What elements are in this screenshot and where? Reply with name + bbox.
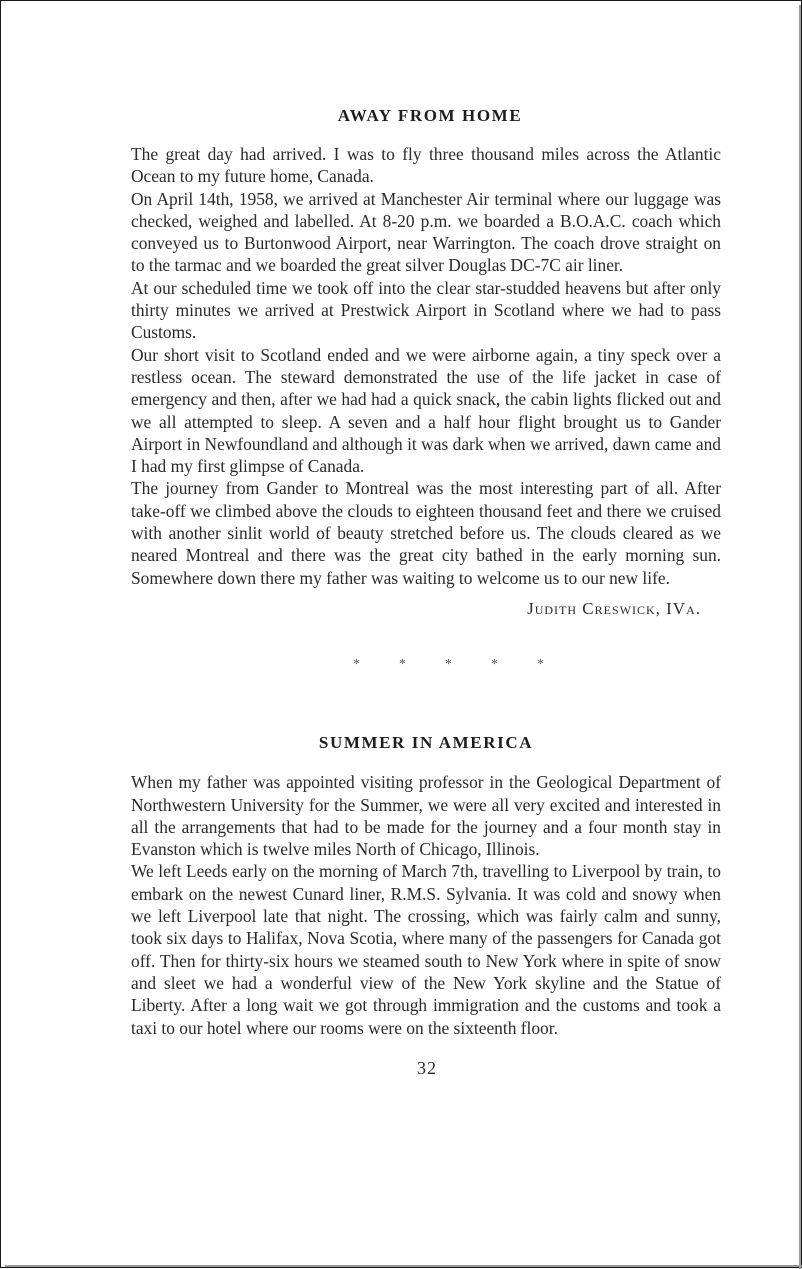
article-title-summer-in-america: SUMMER IN AMERICA xyxy=(318,733,534,753)
page-shadow-right xyxy=(799,5,801,1269)
article1-paragraph-4: Our short visit to Scotland ended and we were airborne again, a tiny speck over a restless ocean. The steward demonstrated the use of the life jacket in case of emergency and then, after we had had a quick snack, the cabin lights flicked out and we all attempted to sleep. A seven and a half hour flight brought us to Gander Airport in Newfoundland and although it was dark when we arrived, dawn came and I had my first glimpse of Canada. xyxy=(131,344,721,477)
article2-paragraph-1: When my father was appointed visiting professor in the Geological Department of Northwestern University for the Summer, we were all very excited and interested in all the arrangements that had to be made for the journey and a four month stay in Evanston which is twelve miles North of Chicago, Illinois. xyxy=(131,772,721,860)
article1-paragraph-2: On April 14th, 1958, we arrived at Manchester Air terminal where our luggage was checked, weighed and labelled. At 8-20 p.m. we boarded a B.O.A.C. coach which conveyed us to Burtonwood Airport, near Warrington. The coach drove straight on to the tarmac and we boarded the great silver Douglas DC-7C air liner. xyxy=(131,188,721,276)
article2-paragraph-2: We left Leeds early on the morning of March 7th, travelling to Liverpool by train, to embark on the newest Cunard liner, R.M.S. Sylvania. It was cold and snowy when we left Liverpool late that night. The crossing, which was fairly calm and sunny, took six days to Halifax, Nova Scotia, where many of the passengers for Canada got off. Then for thirty-six hours we steamed south to New York where in spite of snow and sleet we had a wonderful view of the New York skyline and the Statue of Liberty. After a long wait we got through immigration and the customs and took a taxi to our hotel where our rooms were on the sixteenth floor. xyxy=(131,861,721,1038)
author-byline: Judith Creswick, IVa. xyxy=(527,598,701,618)
separator-star: * xyxy=(537,657,544,673)
separator-star: * xyxy=(491,657,498,673)
separator-star: * xyxy=(445,657,452,673)
article1-paragraph-1: The great day had arrived. I was to fly three thousand miles across the Atlantic Ocean to my future home, Canada. xyxy=(131,144,721,187)
article-title-away-from-home: AWAY FROM HOME xyxy=(337,106,523,125)
separator-star: * xyxy=(353,657,360,673)
article1-paragraph-3: At our scheduled time we took off into the clear star-studded heavens but after only thirty minutes we arrived at Prestwick Airport in Scotland where we had to pass Customs. xyxy=(131,277,721,343)
article1-paragraph-5: The journey from Gander to Montreal was the most interesting part of all. After take-off we climbed above the clouds to eighteen thousand feet and there we cruised with another sinlit world of beauty stretched before us. The clouds cleared as we neared Montreal and there was the great city bathed in the early morning sun. Somewhere down there my father was waiting to welcome us to our new life. xyxy=(131,478,721,588)
section-separator xyxy=(131,656,721,674)
page-number: 32 xyxy=(417,1057,437,1078)
page-content xyxy=(131,105,721,1079)
separator-star: * xyxy=(399,657,406,673)
page-shadow-bottom xyxy=(5,1265,802,1267)
